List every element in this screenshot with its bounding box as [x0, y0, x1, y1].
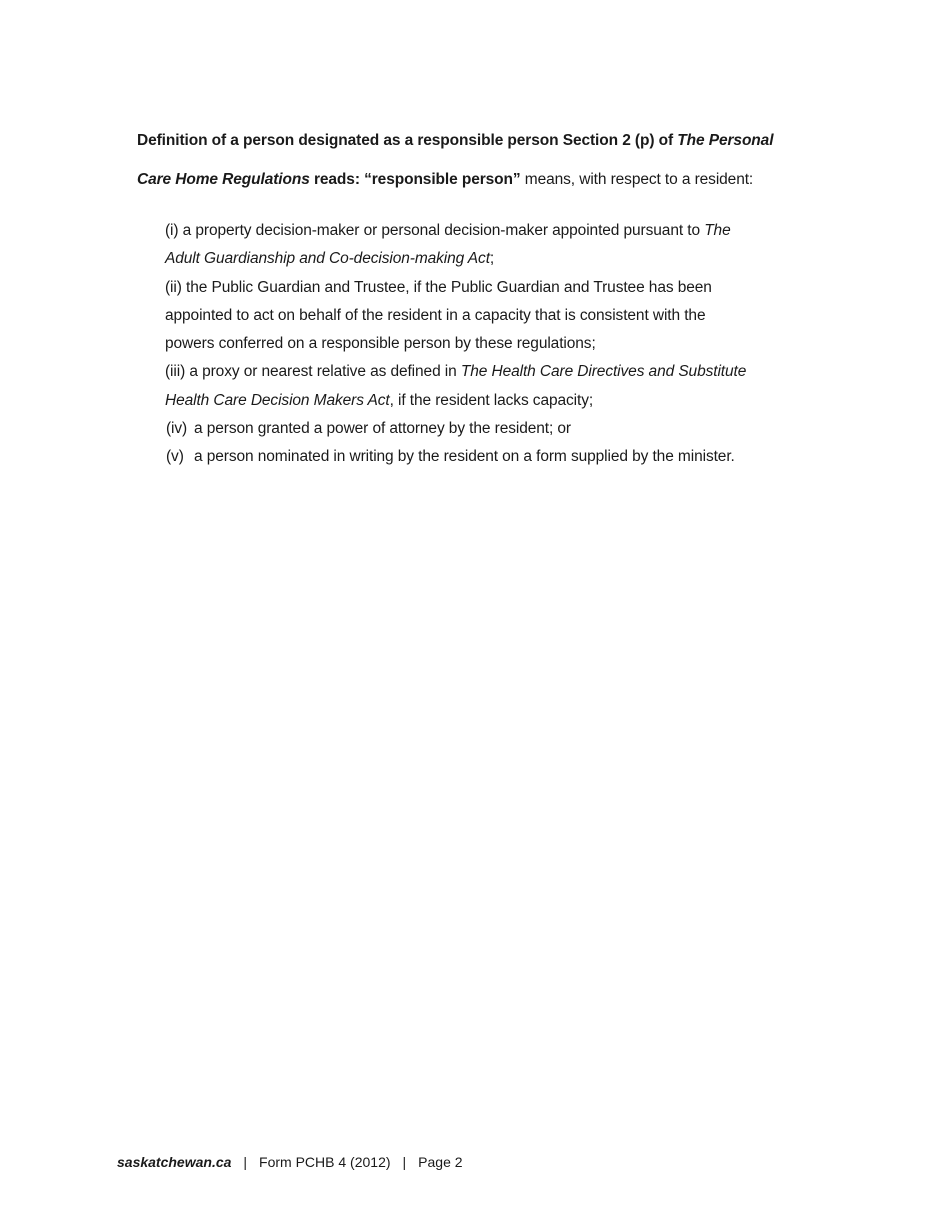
- footer-separator-1: |: [243, 1154, 248, 1170]
- heading-regulation-title-line2: Care Home Regulations: [137, 171, 310, 188]
- definition-heading: [137, 121, 837, 199]
- item-i-act-line2: Adult Guardianship and Co-decision-making Act: [165, 250, 490, 268]
- item-iv-number: (iv): [166, 420, 188, 438]
- item-iii-text-after: , if the resident lacks capacity;: [389, 391, 594, 409]
- item-v-number: (v): [166, 448, 184, 466]
- item-ii: [165, 274, 825, 359]
- page-footer: [117, 1151, 463, 1173]
- footer-site: saskatchewan.ca: [117, 1154, 232, 1170]
- item-ii-line1: (ii) the Public Guardian and Trustee, if the Public Guardian and Trustee has been: [165, 278, 712, 296]
- item-iii-act-line2: Health Care Decision Makers Act: [165, 391, 390, 409]
- heading-part1: Definition of a person designated as a responsible person Section 2 (p) of: [137, 132, 678, 149]
- footer-separator-2: |: [402, 1154, 407, 1170]
- item-v-text: a person nominated in writing by the resident on a form supplied by the minister.: [194, 448, 735, 466]
- item-i-text-before: (i) a property decision-maker or personal decision-maker appointed pursuant to: [165, 222, 705, 239]
- heading-regulation-title-line1: The Personal: [677, 132, 774, 149]
- item-i-text-after: ;: [489, 250, 495, 268]
- item-iv-text: a person granted a power of attorney by the resident; or: [194, 420, 571, 438]
- definition-items: [165, 217, 825, 472]
- footer-form-number: Form PCHB 4 (2012): [259, 1154, 391, 1170]
- item-ii-line3: powers conferred on a responsible person by these regulations;: [165, 335, 596, 353]
- item-iii-act-line1: The Health Care Directives and Substitute: [460, 363, 747, 381]
- item-iii: [165, 358, 825, 415]
- item-iii-text-before: (iii) a proxy or nearest relative as defined in: [165, 363, 461, 381]
- heading-part2: reads: “responsible person”: [309, 171, 521, 188]
- item-ii-line2: appointed to act on behalf of the resident in a capacity that is consistent with the: [165, 306, 706, 324]
- item-i: [165, 217, 825, 274]
- heading-part3: means, with respect to a resident:: [520, 171, 754, 188]
- item-v: [165, 443, 825, 471]
- footer-page-number: Page 2: [418, 1154, 463, 1170]
- item-i-act-line1: The: [704, 222, 731, 239]
- item-iv: [165, 415, 825, 443]
